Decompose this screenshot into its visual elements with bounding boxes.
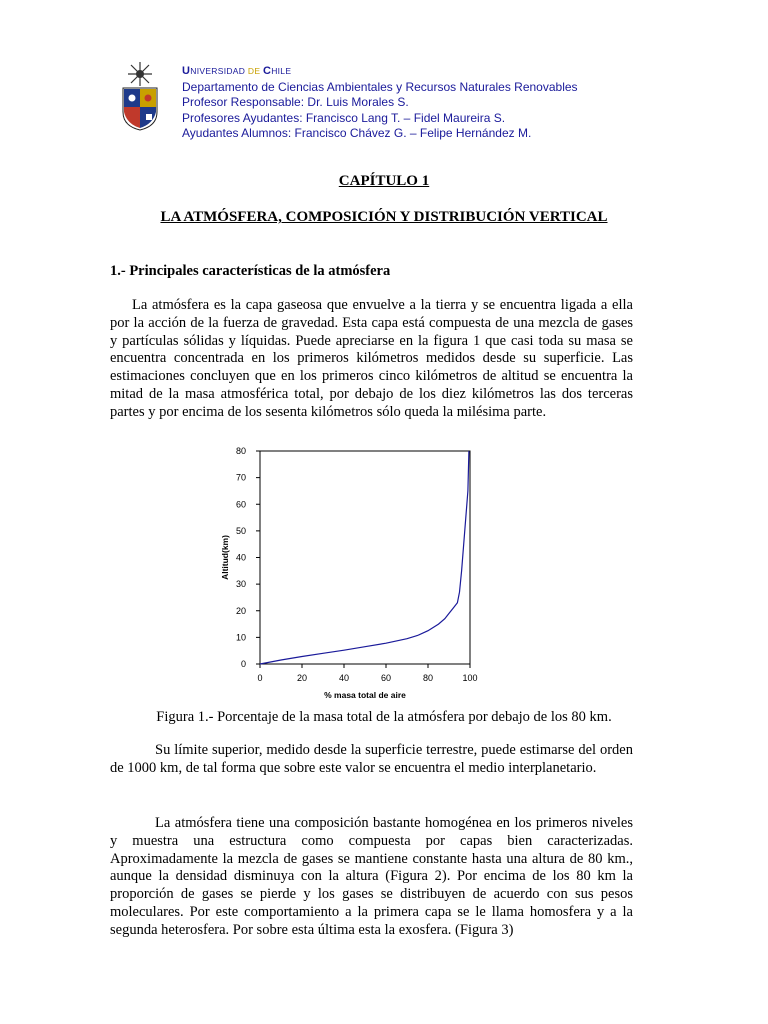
- y-axis-label: Altitud(km): [220, 535, 230, 580]
- y-tick-label: 10: [235, 632, 246, 643]
- y-tick-label: 20: [235, 605, 246, 616]
- document-header: [118, 60, 738, 140]
- header-text-block: [182, 64, 578, 142]
- y-tick-label: 30: [235, 579, 246, 590]
- university-crest-logo: [118, 60, 162, 132]
- x-tick-label: 40: [338, 673, 350, 683]
- y-tick-label: 40: [235, 552, 246, 563]
- series-line-altitude: [260, 451, 469, 664]
- plot-area-frame: [260, 451, 470, 664]
- x-tick-label: 80: [422, 673, 434, 683]
- chapter-title: CAPÍTULO 1: [338, 173, 430, 189]
- y-tick-label: 70: [235, 472, 246, 483]
- x-tick-label: 60: [380, 673, 392, 683]
- paragraph-upper-limit: Su límite superior, medido desde la superficie terrestre, puede estimarse del orden de 1000 km, de tal forma que sobre este valor se encuentra el medio interplanetario.: [110, 742, 633, 776]
- y-tick-label: 50: [235, 525, 246, 536]
- assistants-line: Profesores Ayudantes: Francisco Lang T. – Fidel Maureira S.: [182, 110, 506, 125]
- x-tick-label: 20: [296, 673, 308, 683]
- student-assistants-line: Ayudantes Alumnos: Francisco Chávez G. – Felipe Hernández M.: [182, 126, 532, 140]
- professor-line: Profesor Responsable: Dr. Luis Morales S.: [182, 95, 409, 109]
- section-heading: 1.- Principales características de la atmósfera: [110, 263, 391, 279]
- paragraph-composition: La atmósfera tiene una composición bastante homogénea en los primeros niveles y muestra una estructura como compuesta por capas bien caracterizadas. Aproximadamente la mezcla de gases se mantiene constante hasta una altura de 80 km., aunque la densidad disminuya con la altura (Figura 2). Por encima de los 80 km la proporción de gases se pierde y los gases se distribuyen de acuerdo con sus pesos moleculares. Por este comportamiento a la primera capa se le llama homosfera y a la segunda heterosfera. Por sobre esta última esta la exosfera. (Figura 3): [110, 815, 633, 938]
- figure-caption: Figura 1.- Porcentaje de la masa total de la atmósfera por debajo de los 80 km.: [156, 709, 612, 725]
- department-line: Departamento de Ciencias Ambientales y Recursos Naturales Renovables: [182, 79, 578, 94]
- y-tick-label: 80: [235, 446, 246, 456]
- x-tick-label: 100: [462, 673, 478, 683]
- paragraph-intro: La atmósfera es la capa gaseosa que envuelve a la tierra y se encuentra ligada a ella por la acción de la fuerza de gravedad. Esta capa está compuesta de una mezcla de gases y partículas sólidas y líquidas. Puede apreciarse en la figura 1 que casi toda su masa se encuentra concentrada en los primeros kilómetros medidos desde su superficie. Las estimaciones concluyen que en los primeros cinco kilómetros de altitud se encuentra la mitad de la masa atmosférica total, por debajo de los diez kilómetros las dos terceras partes y por encima de los sesenta kilómetros sólo queda la milésima parte.: [110, 297, 633, 420]
- chapter-subtitle: LA ATMÓSFERA, COMPOSICIÓN Y DISTRIBUCIÓN VERTICAL: [160, 209, 608, 225]
- x-axis-label: % masa total de aire: [324, 690, 406, 700]
- university-name: UNIVERSIDAD DE CHILE: [182, 65, 292, 77]
- x-tick-label: 0: [257, 673, 263, 683]
- y-tick-label: 60: [235, 499, 246, 510]
- y-tick-label: 0: [240, 659, 246, 669]
- altitude-mass-chart: [210, 438, 500, 708]
